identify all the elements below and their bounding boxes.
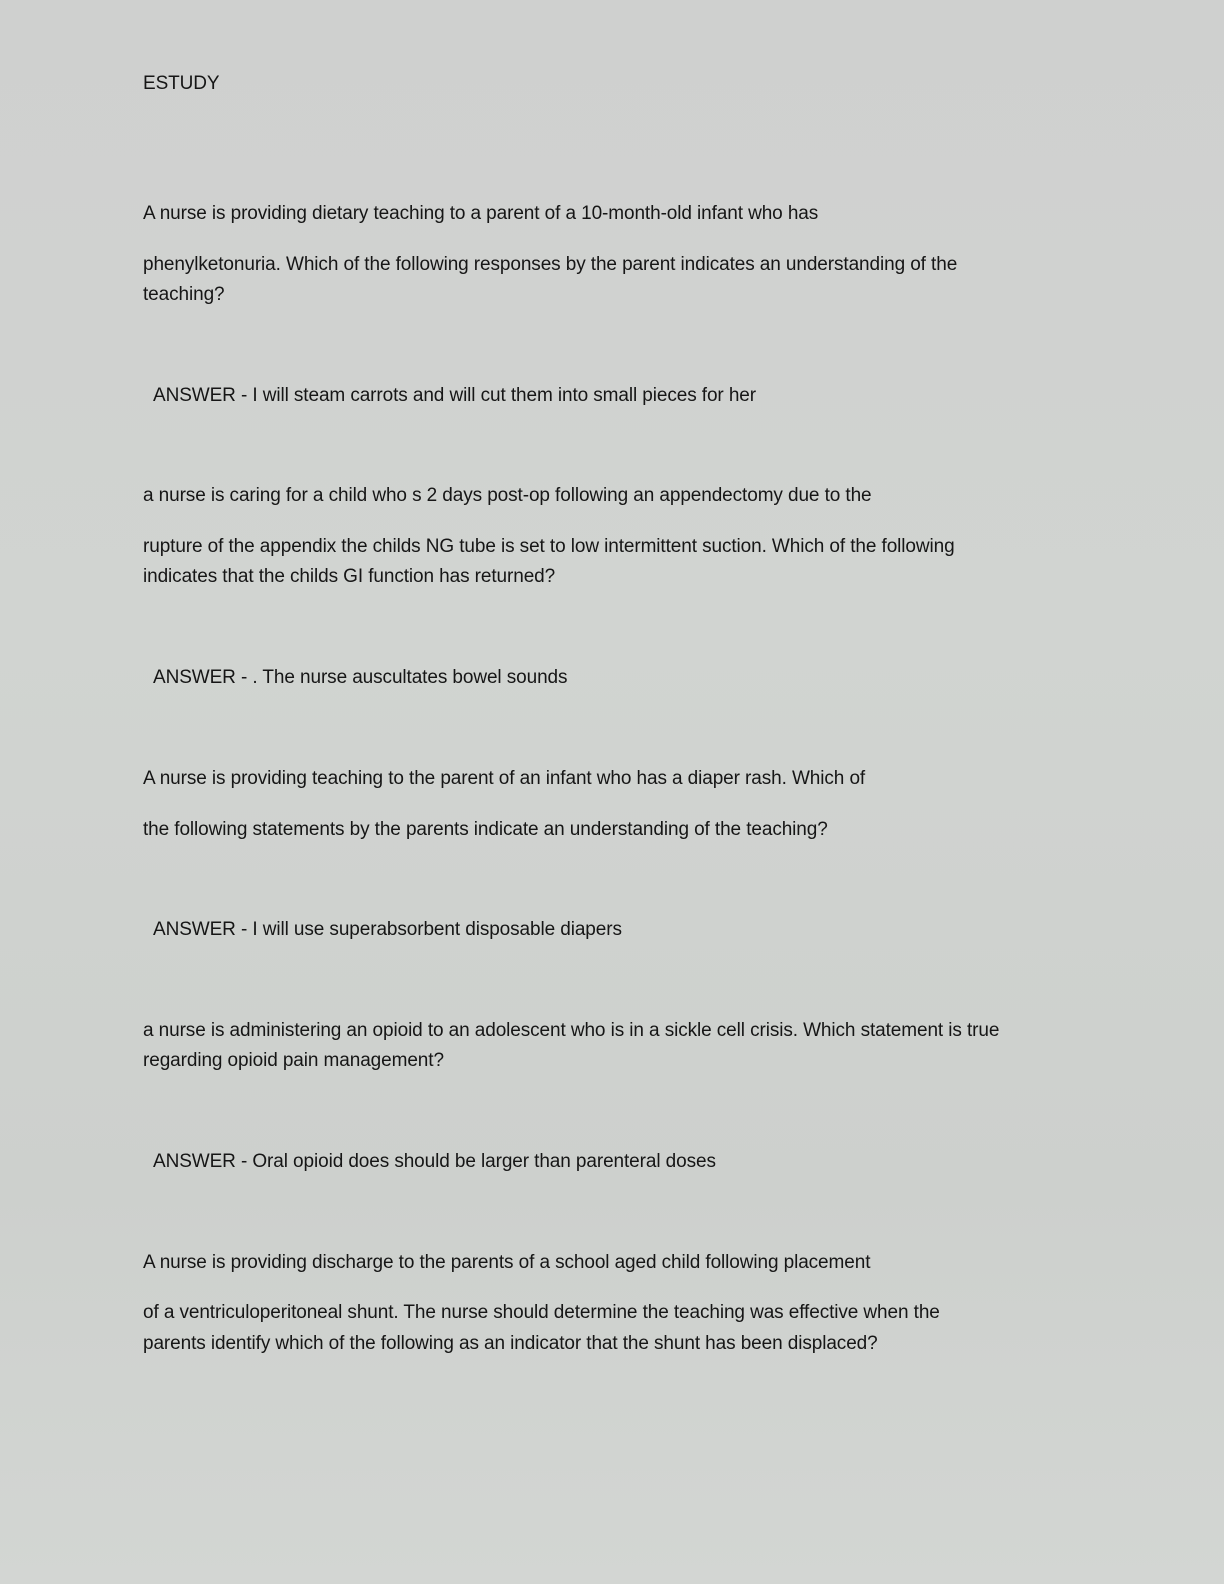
question-3-line-2: the following statements by the parents indicate an understanding of the teaching? (143, 819, 828, 840)
answer-4: ANSWER - Oral opioid does should be larger than parenteral doses (153, 1151, 716, 1172)
question-1-line-2: phenylketonuria. Which of the following responses by the parent indicates an understanding of the (143, 254, 958, 275)
answer-1: ANSWER - I will steam carrots and will cut them into small pieces for her (153, 385, 756, 406)
question-2-line-2: rupture of the appendix the childs NG tube is set to low intermittent suction. Which of the following (143, 536, 955, 557)
question-2-line-3: indicates that the childs GI function has returned? (143, 566, 556, 587)
question-1-line-3: teaching? (143, 284, 225, 305)
answer-2: ANSWER - . The nurse auscultates bowel sounds (153, 667, 568, 688)
question-4-line-1: a nurse is administering an opioid to an adolescent who is in a sickle cell crisis. Which statement is true (143, 1020, 1000, 1041)
question-3-line-1: A nurse is providing teaching to the parent of an infant who has a diaper rash. Which of (143, 768, 866, 789)
document-title: ESTUDY (143, 73, 220, 94)
question-5-line-3: parents identify which of the following as an indicator that the shunt has been displaced? (143, 1333, 878, 1354)
question-2-line-1: a nurse is caring for a child who s 2 days post-op following an appendectomy due to the (143, 485, 872, 506)
question-5-line-2: of a ventriculoperitoneal shunt. The nurse should determine the teaching was effective when the (143, 1302, 940, 1323)
question-1-line-1: A nurse is providing dietary teaching to a parent of a 10-month-old infant who has (143, 203, 819, 224)
question-4-line-2: regarding opioid pain management? (143, 1050, 444, 1071)
answer-3: ANSWER - I will use superabsorbent disposable diapers (153, 919, 622, 940)
question-5-line-1: A nurse is providing discharge to the parents of a school aged child following placement (143, 1252, 871, 1273)
